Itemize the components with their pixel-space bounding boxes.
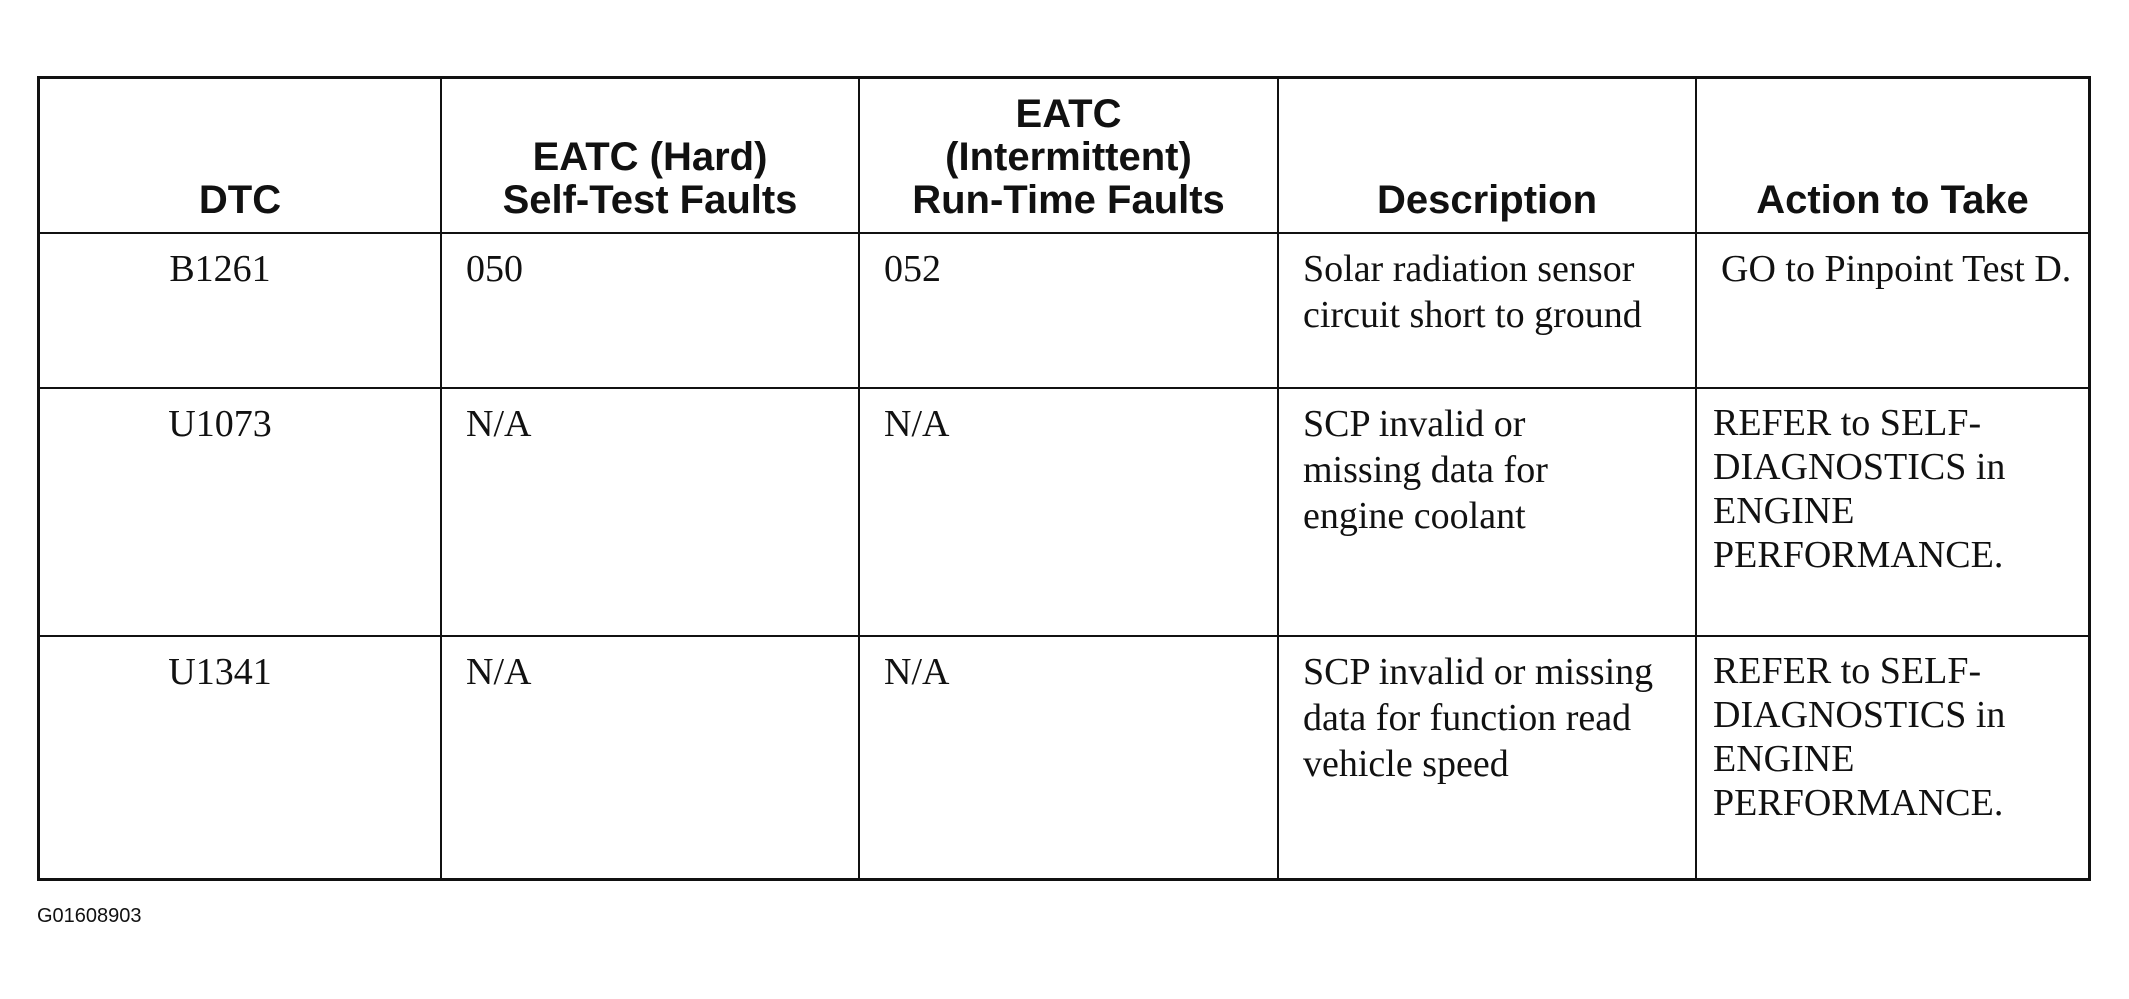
cell-description: SCP invalid or missing data for engine coolant xyxy=(1278,388,1696,636)
dtc-table xyxy=(40,79,2088,878)
cell-run-time: 052 xyxy=(859,233,1278,388)
cell-description: SCP invalid or missing data for function read vehicle speed xyxy=(1278,636,1696,878)
cell-dtc: U1073 xyxy=(40,388,441,636)
header-description: Description xyxy=(1278,79,1696,233)
header-dtc: DTC xyxy=(40,79,441,233)
table-row xyxy=(40,233,2088,388)
cell-run-time: N/A xyxy=(859,636,1278,878)
table-row xyxy=(40,388,2088,636)
table-header-row xyxy=(40,79,2088,233)
cell-run-time: N/A xyxy=(859,388,1278,636)
header-self-test-faults: EATC (Hard) Self-Test Faults xyxy=(441,79,859,233)
dtc-table-frame xyxy=(37,76,2091,881)
figure-id: G01608903 xyxy=(37,905,142,927)
cell-dtc: U1341 xyxy=(40,636,441,878)
cell-action: REFER to SELF- DIAGNOSTICS in ENGINE PERFORMANCE. xyxy=(1696,388,2088,636)
cell-self-test: 050 xyxy=(441,233,859,388)
header-action: Action to Take xyxy=(1696,79,2088,233)
table-row xyxy=(40,636,2088,878)
cell-description: Solar radiation sensor circuit short to ground xyxy=(1278,233,1696,388)
cell-self-test: N/A xyxy=(441,636,859,878)
cell-dtc: B1261 xyxy=(40,233,441,388)
cell-action: GO to Pinpoint Test D. xyxy=(1696,233,2088,388)
cell-self-test: N/A xyxy=(441,388,859,636)
header-run-time-faults: EATC (Intermittent) Run-Time Faults xyxy=(859,79,1278,233)
cell-action: REFER to SELF- DIAGNOSTICS in ENGINE PERFORMANCE. xyxy=(1696,636,2088,878)
